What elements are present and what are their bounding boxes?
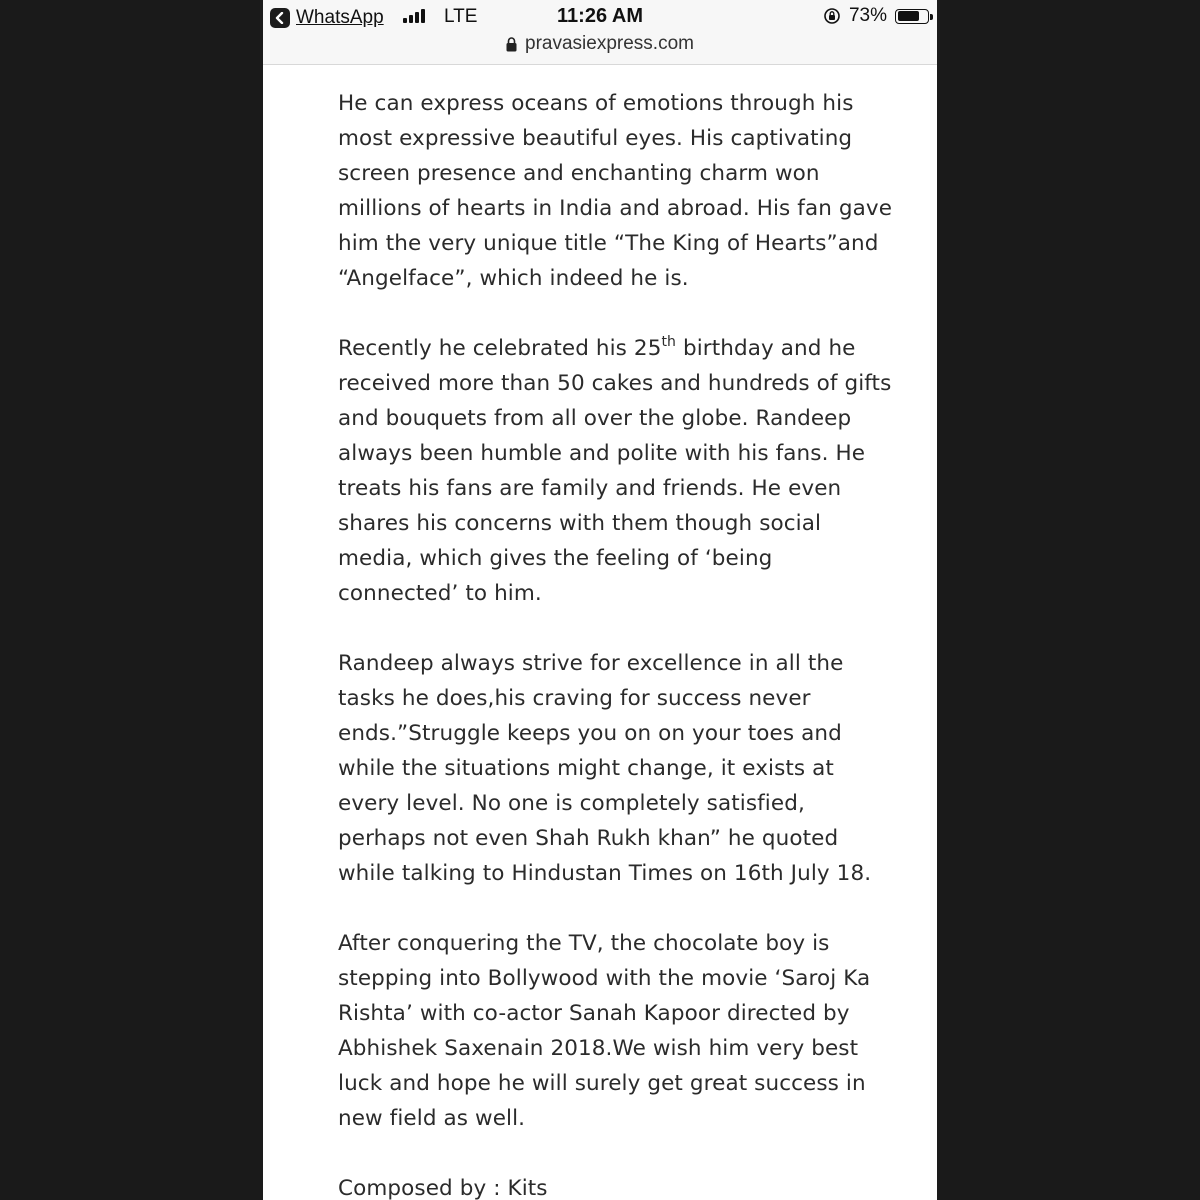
ordinal-suffix: th: [661, 334, 677, 350]
battery-fill: [898, 11, 919, 21]
status-bar: [263, 0, 937, 65]
url-text: pravasiexpress.com: [525, 33, 694, 54]
paragraph-text: birthday and he received more than 50 cakes and hundreds of gifts and bouquets from all over the globe. Randeep always been humble and polite with his fans. He treats his fans are family and friends. He even shares his concerns with them though social media, which gives the feeling of ‘being connected’ to him.: [338, 336, 892, 606]
article-byline: Composed by : Kits: [338, 1176, 548, 1200]
status-right-group: [823, 5, 929, 27]
orientation-lock-icon: [823, 7, 841, 25]
article-paragraph: Randeep always strive for excellence in all the tasks he does,his craving for success never ends.”Struggle keeps you on on your toes and while the situations might change, it exists at every level. No one is completely satisfied, perhaps not even Shah Rukh khan” he quoted while talking to Hindustan Times on 16th July 18.: [338, 651, 872, 886]
article-paragraph: After conquering the TV, the chocolate boy is stepping into Bollywood with the movie ‘Saroj Ka Rishta’ with co-actor Sanah Kapoor directed by Abhishek Saxenain 2018.We wish him very best luck and hope he will surely get great success in new field as well.: [338, 931, 871, 1131]
article-paragraph: [338, 331, 898, 611]
status-time: 11:26 AM: [557, 5, 643, 27]
back-app-label: WhatsApp: [296, 7, 384, 28]
article-paragraph: He can express oceans of emotions through his most expressive beautiful eyes. His captivating screen presence and enchanting charm won millions of hearts in India and abroad. His fan gave him the very unique title “The King of Hearts”and “Angelface”, which indeed he is.: [338, 91, 893, 291]
network-type: LTE: [444, 6, 478, 27]
phone-screen: [263, 0, 937, 1200]
lock-icon: [506, 37, 517, 52]
battery-icon: [895, 9, 929, 24]
url-bar[interactable]: [263, 33, 937, 55]
paragraph-text: Recently he celebrated his 25: [338, 336, 662, 361]
battery-percent: 73%: [848, 5, 887, 26]
article-body: [338, 86, 898, 1200]
